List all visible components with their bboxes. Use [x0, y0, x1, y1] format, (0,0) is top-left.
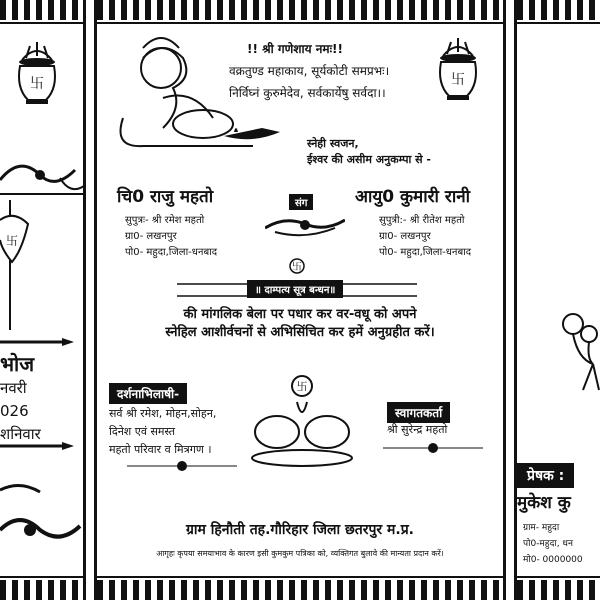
svg-text:卐: 卐	[292, 262, 302, 273]
bond-label: ॥ दाम्पत्य सूत्र बन्धन॥	[247, 280, 343, 298]
shloka-line-1: वक्रतुण्ड महाकाय, सूर्यकोटी समप्रभः।	[229, 64, 390, 78]
left-line-3: 026	[0, 402, 29, 420]
left-line-1: भोज	[0, 352, 35, 376]
sender-line-1: ग्राम- महुदा	[523, 523, 560, 533]
shloka-line-2: निर्विघ्नं कुरुमेदेव, सर्वकार्येषु सर्वदा।।	[229, 86, 386, 100]
joined-hands-icon	[265, 210, 345, 240]
top-border	[517, 0, 600, 20]
lotus-divider-icon	[383, 440, 483, 456]
sender-label: प्रेषक :	[517, 463, 574, 488]
right-panel	[514, 0, 600, 600]
svg-text:卐: 卐	[451, 72, 465, 88]
darshan-label: दर्शनाभिलाषी-	[109, 383, 187, 404]
left-panel	[0, 0, 86, 600]
darshan-line-2: दिनेश एवं समस्त	[109, 425, 176, 438]
bride-line-2: ग्रा0- लखनपुर	[379, 231, 431, 242]
svg-text:卐: 卐	[296, 380, 308, 393]
swagat-label: स्वागतकर्ता	[387, 402, 450, 423]
venue-address: ग्राम हिनौती तह.गौरिहार जिला छतरपुर म.प्र.	[185, 522, 414, 538]
sender-line-3: मो0- 0000000	[523, 555, 583, 565]
bottom-border	[517, 580, 600, 600]
invite-line-2: स्नेहिल आशीर्वचनों से अभिसिंचित कर हमें अनुग्रहीत करें।	[165, 325, 435, 340]
top-border	[97, 0, 503, 20]
darshan-line-1: सर्व श्री रमेश, मोहन,सोहन,	[109, 407, 217, 420]
kalash-icon	[12, 40, 62, 106]
bottom-border	[97, 580, 503, 600]
svg-text:卐: 卐	[5, 234, 19, 248]
bottom-border	[0, 580, 86, 600]
center-panel	[94, 0, 506, 600]
request-note: आगृहः कृपया समयाभाव के कारण इसी कुमकुम पत्रिका को, व्यक्तिगत बुलावे की मान्यता प्रदान करें।	[156, 549, 444, 558]
sang-label: संग	[289, 194, 313, 210]
sender-line-2: पो0-महुदा, धन	[523, 539, 573, 549]
diya-icon	[222, 122, 282, 144]
top-border	[0, 0, 86, 20]
floral-ornament-icon	[0, 150, 86, 200]
greeting-2: ईश्वर की असीम अनुकम्पा से -	[307, 153, 431, 166]
swastik-circle-icon	[289, 258, 305, 274]
darshan-line-3: महतो परिवार व मित्रगण ।	[109, 443, 212, 456]
invocation: !! श्री गणेशाय नमः!!	[247, 42, 343, 56]
kalash-icon	[433, 36, 483, 102]
left-line-4: शनिवार	[0, 425, 41, 443]
bottom-ornament-icon	[0, 470, 86, 570]
groom-line-2: ग्रा0- लखनपुर	[125, 231, 177, 242]
bride-name: आयु0 कुमारी रानी	[355, 187, 471, 207]
sender-name: मुकेश कु	[517, 493, 571, 513]
groom-line-1: सुपुत्रः- श्री रमेश महतो	[125, 215, 205, 226]
lotus-divider-icon	[127, 458, 237, 474]
svg-text:卐: 卐	[30, 76, 44, 92]
swagat-name: श्री सुरेन्द्र महतो	[387, 423, 448, 436]
groom-line-3: पो0- महुदा,जिला-धनबाद	[125, 247, 218, 258]
groom-name: चि0 राजु महतो	[117, 187, 214, 207]
dhol-drummer-icon	[247, 372, 357, 468]
bride-line-3: पो0- महुदा,जिला-धनबाद	[379, 247, 472, 258]
invite-line-1: की मांगलिक बेला पर पधार कर वर-वधू को अपने	[183, 307, 417, 322]
bride-line-1: सुपुत्री:- श्री रीतेश महतो	[379, 215, 465, 226]
greeting-1: स्नेही स्वजन,	[307, 137, 359, 150]
hanging-kalash-icon	[0, 200, 40, 330]
left-line-2: नवरी	[0, 379, 27, 397]
flower-bouquet-icon	[553, 304, 600, 394]
